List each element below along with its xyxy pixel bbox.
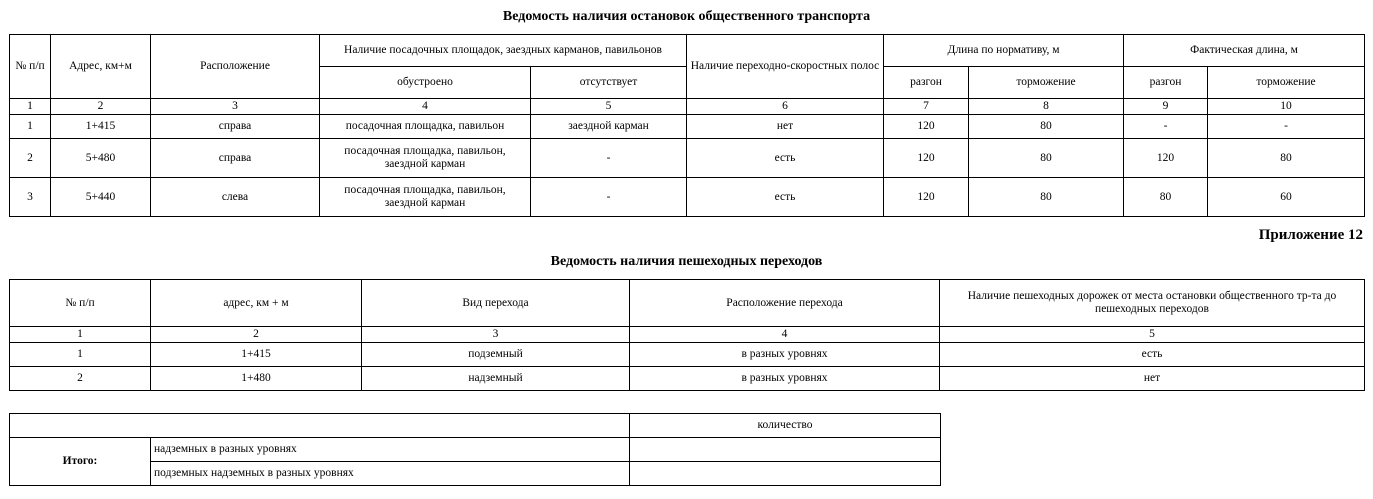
col-number: 2 xyxy=(151,327,362,343)
col-number: 2 xyxy=(51,99,151,115)
cell: 1 xyxy=(10,343,151,367)
header-walkways: Наличие пешеходных дорожек от места остановки общественного тр-та до пешеходных переходов xyxy=(940,280,1365,327)
table-row xyxy=(10,178,1365,217)
cell: 120 xyxy=(884,178,969,217)
total-row-value xyxy=(630,462,941,486)
bus-stops-table xyxy=(9,34,1365,217)
header-actual-decel: торможение xyxy=(1208,67,1365,99)
crossings-table xyxy=(9,279,1365,391)
table-row xyxy=(10,115,1365,139)
cell: 1 xyxy=(10,115,51,139)
cell: 2 xyxy=(10,139,51,178)
total-row-label: подземных надземных в разных уровнях xyxy=(151,462,630,486)
col-number: 3 xyxy=(151,99,320,115)
cell: 5+440 xyxy=(51,178,151,217)
total-label: Итого: xyxy=(10,438,151,486)
cell: 3 xyxy=(10,178,51,217)
cell: в разных уровнях xyxy=(630,343,940,367)
col-number: 9 xyxy=(1124,99,1208,115)
totals-blank-header xyxy=(10,414,630,438)
totals-table xyxy=(9,413,941,486)
col-number: 3 xyxy=(362,327,630,343)
col-number: 4 xyxy=(320,99,531,115)
cell: нет xyxy=(687,115,884,139)
header-actual-length: Фактическая длина, м xyxy=(1124,35,1365,67)
cell: 80 xyxy=(969,139,1124,178)
cell: 120 xyxy=(884,115,969,139)
col-number: 10 xyxy=(1208,99,1365,115)
cell: 1+415 xyxy=(151,343,362,367)
cell: справа xyxy=(151,139,320,178)
header-norm-decel: торможение xyxy=(969,67,1124,99)
table1-title: Ведомость наличия остановок общественного транспорта xyxy=(502,9,871,24)
header-norm-accel: разгон xyxy=(884,67,969,99)
header-location: Расположение xyxy=(151,35,320,99)
header-actual-accel: разгон xyxy=(1124,67,1208,99)
col-number: 1 xyxy=(10,99,51,115)
cell: в разных уровнях xyxy=(630,367,940,391)
appendix-label: Приложение 12 xyxy=(1258,227,1363,243)
header-num: № п/п xyxy=(10,280,151,327)
column-number-row xyxy=(10,99,1365,115)
header-address: адрес, км + м xyxy=(151,280,362,327)
header-num: № п/п xyxy=(10,35,51,99)
cell: справа xyxy=(151,115,320,139)
table-row xyxy=(10,438,941,462)
total-row-value xyxy=(630,438,941,462)
cell: посадочная площадка, павильон, заездной карман xyxy=(320,178,531,217)
cell: 80 xyxy=(1208,139,1365,178)
cell: 60 xyxy=(1208,178,1365,217)
cell: 120 xyxy=(884,139,969,178)
col-number: 7 xyxy=(884,99,969,115)
cell: посадочная площадка, павильон, заездной карман xyxy=(320,139,531,178)
header-crossing-location: Расположение перехода xyxy=(630,280,940,327)
cell: 1+480 xyxy=(151,367,362,391)
cell: - xyxy=(531,139,687,178)
header-built: обустроено xyxy=(320,67,531,99)
cell: 5+480 xyxy=(51,139,151,178)
cell: 120 xyxy=(1124,139,1208,178)
col-number: 1 xyxy=(10,327,151,343)
cell: слева xyxy=(151,178,320,217)
cell: - xyxy=(531,178,687,217)
cell: - xyxy=(1208,115,1365,139)
table-row xyxy=(10,367,1365,391)
header-quantity: количество xyxy=(630,414,941,438)
cell: 1+415 xyxy=(51,115,151,139)
total-row-label: надземных в разных уровнях xyxy=(151,438,630,462)
col-number: 6 xyxy=(687,99,884,115)
cell: есть xyxy=(687,178,884,217)
table-row xyxy=(10,343,1365,367)
col-number: 5 xyxy=(940,327,1365,343)
column-number-row xyxy=(10,327,1365,343)
table2-title: Ведомость наличия пешеходных переходов xyxy=(550,254,823,269)
col-number: 8 xyxy=(969,99,1124,115)
cell: есть xyxy=(940,343,1365,367)
header-lanes: Наличие переходно-скоростных полос xyxy=(687,35,884,99)
col-number: 4 xyxy=(630,327,940,343)
cell: посадочная площадка, павильон xyxy=(320,115,531,139)
cell: 80 xyxy=(969,115,1124,139)
header-norm-length: Длина по нормативу, м xyxy=(884,35,1124,67)
header-address: Адрес, км+м xyxy=(51,35,151,99)
cell: заездной карман xyxy=(531,115,687,139)
table-row xyxy=(10,139,1365,178)
cell: 80 xyxy=(1124,178,1208,217)
col-number: 5 xyxy=(531,99,687,115)
cell: - xyxy=(1124,115,1208,139)
cell: нет xyxy=(940,367,1365,391)
header-platforms: Наличие посадочных площадок, заездных карманов, павильонов xyxy=(320,35,687,67)
header-crossing-type: Вид перехода xyxy=(362,280,630,327)
cell: 80 xyxy=(969,178,1124,217)
cell: есть xyxy=(687,139,884,178)
cell: подземный xyxy=(362,343,630,367)
cell: 2 xyxy=(10,367,151,391)
header-absent: отсутствует xyxy=(531,67,687,99)
cell: надземный xyxy=(362,367,630,391)
